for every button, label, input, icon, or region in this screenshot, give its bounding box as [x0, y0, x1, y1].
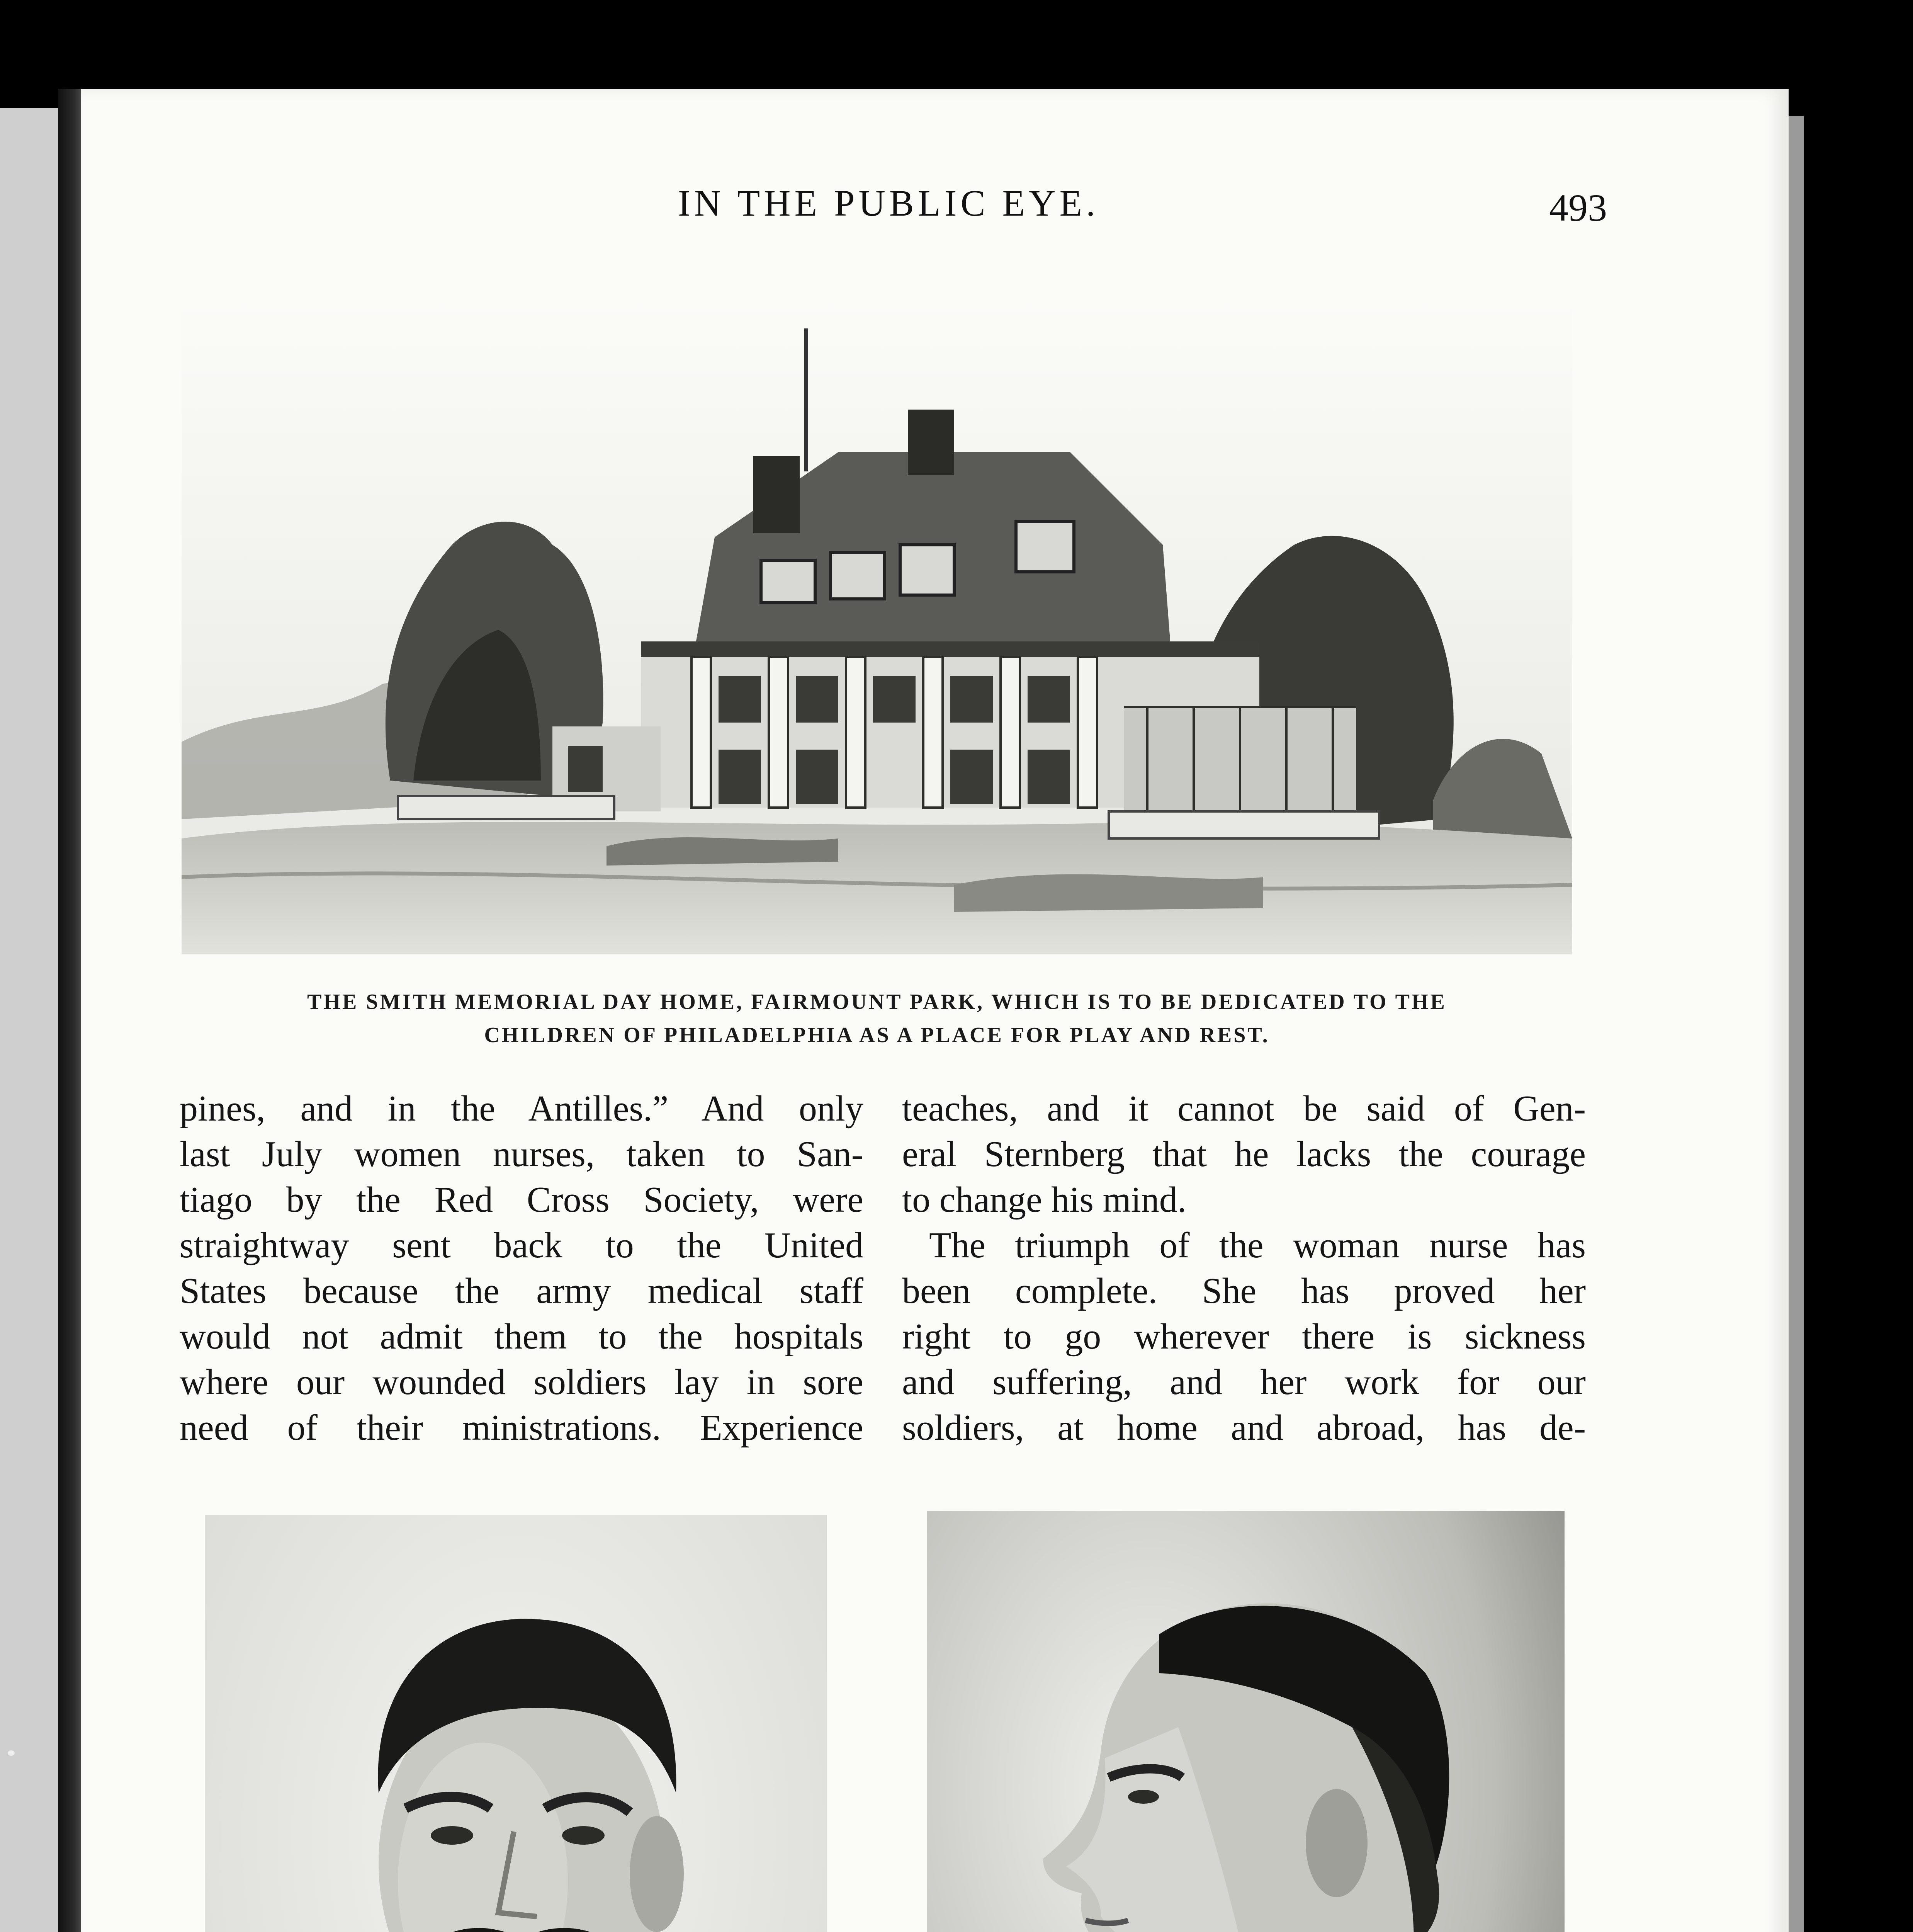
- text-line: teaches, and it cannot be said of Gen-: [902, 1088, 1586, 1129]
- page-edge: [1789, 116, 1804, 1932]
- text-line: States because the army medical staff: [180, 1271, 863, 1311]
- scan-speck: [8, 1750, 15, 1756]
- text-column-right: [902, 1086, 1586, 1451]
- text-line: would not admit them to the hospitals: [180, 1316, 863, 1357]
- text-line: straightway sent back to the United: [180, 1225, 863, 1265]
- portrait-photo-icon: [927, 1511, 1565, 1932]
- text-line: soldiers, at home and abroad, has de-: [902, 1408, 1586, 1448]
- previous-page-edge: [0, 108, 58, 1932]
- text-line: eral Sternberg that he lacks the courage: [902, 1134, 1586, 1174]
- text-line: last July women nurses, taken to San-: [180, 1134, 863, 1174]
- figure-caption-day-home: [182, 985, 1572, 1052]
- text-line: pines, and in the Antilles.” And only: [180, 1088, 863, 1129]
- text-column-left: [180, 1086, 863, 1451]
- text-line: to change his mind.: [902, 1180, 1187, 1220]
- page-number: 493: [1549, 186, 1607, 229]
- text-line: been complete. She has proved her: [902, 1271, 1586, 1311]
- text-line: where our wounded soldiers lay in sore: [180, 1362, 863, 1402]
- text-line: and suffering, and her work for our: [902, 1362, 1586, 1402]
- caption-line: CHILDREN OF PHILADELPHIA AS A PLACE FOR PLAY AND REST.: [484, 1023, 1270, 1047]
- caption-line: THE SMITH MEMORIAL DAY HOME, FAIRMOUNT PARK, WHICH IS TO BE DEDICATED TO THE: [307, 990, 1447, 1014]
- portrait-photo-icon: [205, 1515, 827, 1932]
- text-line: need of their ministrations. Experience: [180, 1408, 863, 1448]
- building-engraving-icon: [182, 298, 1572, 954]
- text-line: tiago by the Red Cross Society, were: [180, 1180, 863, 1220]
- text-line: The triumph of the woman nurse has: [929, 1225, 1586, 1265]
- running-head: IN THE PUBLIC EYE.: [678, 182, 1099, 224]
- text-line: right to go wherever there is sickness: [902, 1316, 1586, 1357]
